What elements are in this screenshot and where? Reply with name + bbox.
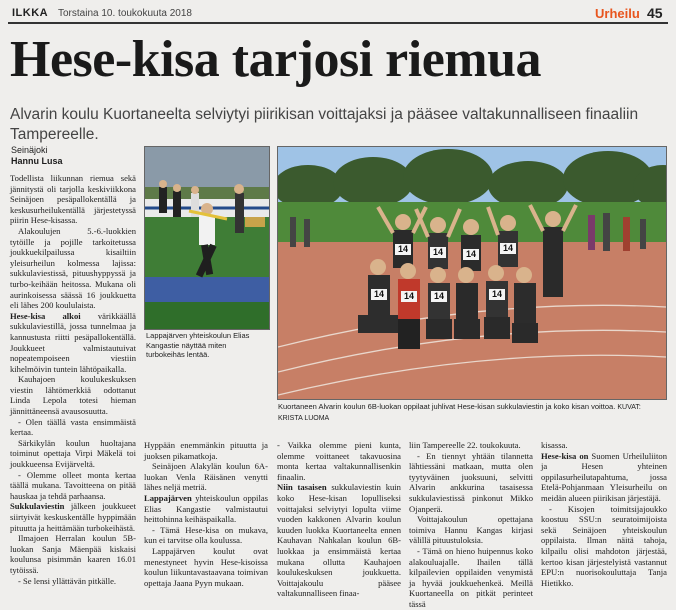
paragraph [541, 440, 667, 451]
paragraph-lead: Sukkulaviestin [10, 501, 65, 512]
paragraph [10, 417, 136, 438]
paragraph-text: yhteiskoulun oppilas Elias Kangastie valmistautui heittohinna keihäspaikalla. [144, 492, 268, 525]
bib-number: 14 [491, 289, 503, 299]
paragraph-lead: Lappajärven [144, 492, 192, 503]
article-column-3 [277, 440, 401, 599]
header-rule [8, 22, 668, 24]
issue-date: Torstaina 10. toukokuuta 2018 [58, 8, 192, 19]
paragraph [409, 451, 533, 515]
byline [11, 145, 136, 167]
paragraph [10, 470, 136, 502]
bib-number: 14 [397, 244, 409, 254]
paragraph-text: Kauhajoen koulukeskuksen viestin lähtömerkkiä odottanut Linda Lepola totesi hieman jännittäneensä avausosuutta. [10, 374, 136, 417]
paragraph [10, 438, 136, 470]
paragraph-lead: Hese-kisa on [541, 450, 589, 461]
paragraph [10, 311, 136, 375]
large-caption-text: Kuortaneen Alvarin koulun 6B-luokan oppilaat juhlivat Hese-kisan sukkulaviestin ja koko kisan voittoa. [278, 402, 616, 411]
bib-number: 14 [373, 289, 385, 299]
paragraph-text: Ilmajoen Herralan koulun 5B-luokan Sanja Mäenpää kiskaisi koulunsa pisimmän kaaren 16.01 tytöissä. [10, 533, 136, 575]
paragraph-text: - Olen täällä vasta ensimmäistä kertaa. [10, 416, 136, 438]
paragraph-text: värikkäällä sukkulaviestillä, jossa tunnelmaa ja kannustusta riitti pesäpallokentällä. Joukkueet valmistautuivat nopeatempoiseen viestiin kihelmöivin tuntein lähtöpaikalla. [10, 310, 137, 374]
paragraph [144, 493, 268, 525]
paragraph-text: - Se lensi yllättävän pitkälle. [18, 575, 117, 586]
paragraph-text: - Kisojen toimitsijajoukko koostuu SSU:n seuratoimijoista sekä Seinäjoen yhteiskoulun oppilaista. Ilman näitä tahoja, kilpailu olisi mahdoton järjestää, kertoo kisan järjestelyistä vastannut EPU:n nuorisokouluttaja Tanja Hietikko. [541, 503, 667, 588]
paragraph-text: Suomen Urheiluliiton ja Hesen yhteinen oppilasurheilutapahtuma, jossa Etelä-Pohjanmaan Yleisurheilu on meidän alueen piirikisan järjestäjä. [541, 450, 667, 503]
article-column-5 [541, 440, 667, 588]
byline-place: Seinäjoki [11, 145, 48, 155]
bib-number: 14 [502, 243, 514, 253]
paragraph-text: jälkeen joukkueet siirtyivät keskuskentälle hyppimään pituutta ja heittämään turbokeihästä. [10, 501, 136, 533]
paragraph-text: - Tämä on hieno huipennus koko alakouluajalle. Ihailen tällä kilpailevien oppilaiden venymistä ja hyvää joukkuehenkeä. Meillä Kuortaneella on pitkät perinteet tässä [409, 545, 533, 609]
paragraph [277, 482, 401, 599]
article-column-2 [144, 440, 268, 588]
bib-number: 14 [432, 247, 444, 257]
paragraph-text: Seinäjoen Alakylän koulun 6A-luokan Venla Räisänen venytti lähes neljä metriä. [144, 461, 268, 493]
paragraph [277, 440, 401, 482]
bib-number: 14 [403, 291, 415, 301]
paragraph-text: Voittajakoulun opettajana toimiva Hannu Kangas kirjasi välillä pituustuloksia. [409, 514, 533, 546]
paragraph-text: Hyppään enemmänkin pituutta ja juoksen pikamatkoja. [144, 440, 268, 461]
article-column-1 [10, 173, 136, 586]
paragraph [10, 533, 136, 575]
bib-number: 14 [433, 291, 445, 301]
page-number: 45 [647, 5, 663, 21]
paragraph [10, 374, 136, 416]
paragraph-lead: Hese-kisa alkoi [10, 310, 81, 321]
paragraph-text: - Olemme olleet monta kertaa täällä mukana. Tavoitteena on pitää hauskaa ja tehdä parhaansa. [10, 469, 136, 501]
paragraph [144, 461, 268, 493]
paragraph-text: Todellista liikunnan riemua sekä jännitystä oli tarjolla keskiviikkona Seinäjoen pesäpallokentällä ja keskusurheilukentällä järjestetyssä piirin Hese-kisassa. [10, 173, 136, 226]
lede: Alvarin koulu Kuortaneelta selviytyi piirikisan voittajaksi ja pääsee valtakunnalliseen finaaliin Tampereelle. [10, 106, 639, 143]
paragraph-text: sukkulaviestin kuin koko Hese-kisan lopulliseksi voittajaksi selviytyi lopulta viime vuoden kakkonen Alvarin koulun kuuden luokka Kuortaneelta ennen Kauhavan Nahkalan koulun 6B-luokkaa ja ensimmäistä kertaa mukana ollutta Kauhajoen koulukeskuksen joukkuetta. Voittajakoulu pääsee valtakunnalliseen finaa- [277, 482, 401, 599]
paragraph-lead: Niin tasaisen [277, 482, 327, 493]
paragraph-text: kisassa. [541, 440, 568, 450]
paragraph-text: Alakoulujen 5.-6.-luokkien tytöille ja pojille tarkoitetussa joukkuekilpailussa kisailtiin yleisurheilun kolmessa lajissa: sukkulaviestissä, pituushyppyssä ja turbo-keihään heitossa. Mukana oli aurinkoisessa säässä 16 joukkuetta eli lähes 200 koululaista. [10, 225, 136, 311]
newspaper-logo: ILKKA [12, 7, 49, 19]
byline-author: Hannu Lusa [11, 156, 63, 166]
paragraph-text: - Tämä Hese-kisa on mukava, kun ei tarvitse olla koulussa. [144, 524, 268, 546]
photo-credit: KUVAT: KRISTA LUOMA [278, 404, 641, 422]
paragraph [144, 525, 268, 546]
paragraph-text: Lappajärven koulut ovat menestyneet hyvin Hese-kisoissa koulun liikuntavastaavana toimivan opettaja Jaana Pyyn mukaan. [144, 545, 268, 588]
paragraph [144, 440, 268, 461]
photo-team [277, 146, 667, 400]
paragraph [409, 514, 533, 546]
paragraph [541, 451, 667, 504]
paragraph-text: Särkikylän koulun huoltajana toiminut opettaja Virpi Mäkelä toi joukkueensa Evijärveltä. [10, 437, 136, 470]
paragraph-text: - En tiennyt yhtään tilannetta lähtiessäni matkaan, mutta olen tyytyväinen juoksuuni, selvitti Alvarin ankkurina tasaisessa sukkulaviestissä pinkonut Mikko Ojanperä. [409, 450, 533, 514]
section-label: Urheilu [595, 6, 640, 21]
paragraph [10, 501, 136, 533]
paragraph-text: - Vaikka olemme pieni kunta, olemme voittaneet takavuosina monta kertaa valtakunnallisenkin finaalin. [277, 440, 401, 482]
headline: Hese-kisa tarjosi riemua [10, 31, 542, 88]
paragraph [541, 504, 667, 589]
paragraph [10, 226, 136, 311]
paragraph-text: liin Tampereelle 22. toukokuuta. [409, 440, 521, 450]
paragraph [10, 173, 136, 226]
photo-caption-small: Lappajärven yhteiskoulun Elias Kangastie näyttää miten turbokeihäs lentää. [146, 331, 250, 359]
paragraph [144, 546, 268, 588]
paragraph [10, 576, 136, 587]
article-column-4 [409, 440, 533, 610]
javelin-photo-image [145, 147, 269, 329]
photo-javelin [144, 146, 270, 330]
bib-number: 14 [465, 249, 477, 259]
paragraph [409, 440, 533, 451]
photo-caption-large [278, 402, 666, 423]
team-photo-image [278, 147, 666, 399]
